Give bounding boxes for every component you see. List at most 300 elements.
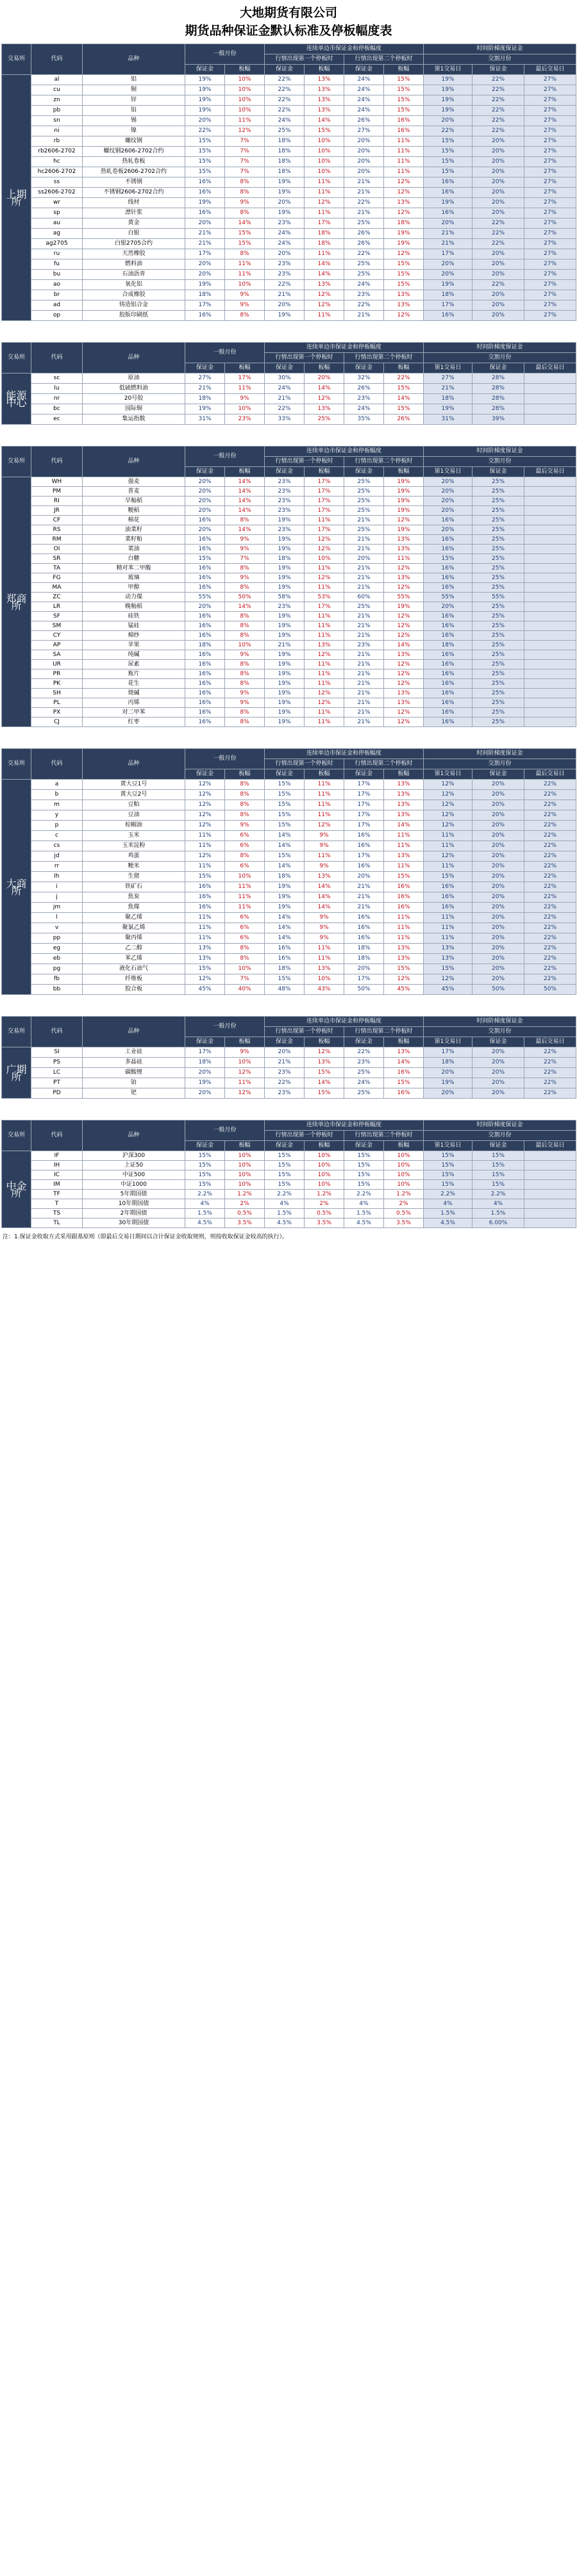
margin-cell: 15%	[185, 136, 225, 147]
l2-limit-cell: 11%	[384, 157, 424, 167]
l1-limit-cell: 18%	[305, 229, 344, 239]
table-row	[2, 1078, 576, 1088]
deliv-month-cell: 20%	[472, 136, 524, 147]
header-product: 品种	[83, 1017, 185, 1047]
margin-cell: 20%	[185, 602, 225, 612]
limit-cell: 8%	[225, 810, 265, 821]
header-limit: 板幅	[384, 1141, 424, 1151]
header-limit: 板幅	[225, 1037, 265, 1047]
last-day-cell: 27%	[524, 188, 576, 198]
last-day-cell	[524, 487, 576, 496]
code-cell: RM	[31, 535, 83, 545]
l2-margin-cell: 60%	[344, 593, 384, 602]
l2-margin-cell: 21%	[344, 612, 384, 621]
table-row	[2, 708, 576, 718]
header-row	[2, 749, 576, 759]
limit-cell: 0.5%	[225, 1209, 265, 1218]
l1-limit-cell: 11%	[305, 621, 344, 631]
deliv-margin-cell: 11%	[424, 933, 472, 944]
table-row	[2, 249, 576, 259]
l2-limit-cell: 11%	[384, 136, 424, 147]
l1-margin-cell: 19%	[265, 188, 305, 198]
limit-cell: 10%	[225, 1058, 265, 1068]
l2-margin-cell: 16%	[344, 841, 384, 851]
margin-cell: 18%	[185, 290, 225, 300]
margin-cell: 16%	[185, 188, 225, 198]
header-margin: 保证金	[265, 1037, 305, 1047]
code-cell: l	[31, 913, 83, 923]
deliv-month-cell: 22%	[472, 95, 524, 106]
l2-margin-cell: 24%	[344, 95, 384, 106]
deliv-month-cell: 22%	[472, 229, 524, 239]
limit-cell: 8%	[225, 631, 265, 641]
deliv-margin-cell: 12%	[424, 821, 472, 831]
code-cell: IH	[31, 1161, 83, 1170]
l2-margin-cell: 21%	[344, 573, 384, 583]
l1-limit-cell: 10%	[305, 1161, 344, 1170]
limit-cell: 14%	[225, 477, 265, 487]
l1-limit-cell: 11%	[305, 718, 344, 727]
limit-cell: 10%	[225, 872, 265, 882]
product-cell: 铁矿石	[83, 882, 185, 892]
l1-limit-cell: 17%	[305, 496, 344, 506]
deliv-month-cell: 25%	[472, 689, 524, 698]
product-cell: 硅铁	[83, 612, 185, 621]
code-cell: IC	[31, 1170, 83, 1180]
product-cell: 30年期国债	[83, 1218, 185, 1228]
header-limit: 板幅	[305, 769, 344, 780]
code-cell: PX	[31, 708, 83, 718]
last-day-cell	[524, 394, 576, 404]
code-cell: rb2606-2702	[31, 147, 83, 157]
l2-limit-cell: 22%	[384, 373, 424, 384]
l1-limit-cell: 13%	[305, 95, 344, 106]
exchange-name: 广期所	[2, 1047, 31, 1099]
product-cell: 铜	[83, 85, 185, 95]
l2-margin-cell: 24%	[344, 280, 384, 290]
section-spacer	[2, 727, 576, 749]
header-exchange: 交易所	[2, 749, 31, 780]
code-cell: SR	[31, 554, 83, 564]
product-cell: 原油	[83, 373, 185, 384]
limit-cell: 8%	[225, 564, 265, 573]
deliv-margin-cell: 16%	[424, 892, 472, 903]
product-cell: 油菜籽	[83, 525, 185, 535]
header-general-month: 一般月份	[185, 44, 265, 65]
l2-limit-cell: 12%	[384, 177, 424, 188]
limit-cell: 9%	[225, 573, 265, 583]
product-cell: 中证500	[83, 1170, 185, 1180]
table-row	[2, 516, 576, 525]
code-cell: bb	[31, 985, 83, 995]
last-day-cell: 22%	[524, 851, 576, 862]
deliv-month-cell: 20%	[472, 882, 524, 892]
l1-margin-cell: 14%	[265, 831, 305, 841]
limit-cell: 1.2%	[225, 1190, 265, 1199]
l1-limit-cell: 9%	[305, 831, 344, 841]
table-row	[2, 821, 576, 831]
l2-limit-cell: 26%	[384, 414, 424, 425]
margin-cell: 19%	[185, 198, 225, 208]
product-cell: 纯碱	[83, 650, 185, 660]
l2-limit-cell: 13%	[384, 954, 424, 964]
code-cell: jm	[31, 903, 83, 913]
code-cell: jd	[31, 851, 83, 862]
l2-margin-cell: 4.5%	[344, 1218, 384, 1228]
code-cell: au	[31, 218, 83, 229]
exchange-name: 郑商所	[2, 477, 31, 727]
deliv-month-cell: 25%	[472, 621, 524, 631]
header-consecutive-limit: 连续单边市保证金和停板幅度	[265, 749, 424, 759]
l1-limit-cell: 12%	[305, 573, 344, 583]
deliv-margin-cell: 15%	[424, 147, 472, 157]
l1-margin-cell: 19%	[265, 535, 305, 545]
deliv-month-cell: 25%	[472, 564, 524, 573]
table-row	[2, 903, 576, 913]
table-row	[2, 1088, 576, 1099]
l2-limit-cell: 19%	[384, 525, 424, 535]
table-row	[2, 650, 576, 660]
header-margin: 保证金	[265, 769, 305, 780]
header-limit1: 行情出现第一个停板时	[265, 457, 344, 467]
l1-limit-cell: 11%	[305, 954, 344, 964]
deliv-month-cell: 20%	[472, 188, 524, 198]
l2-margin-cell: 25%	[344, 270, 384, 280]
margin-cell: 16%	[185, 650, 225, 660]
code-cell: hc	[31, 157, 83, 167]
limit-cell: 10%	[225, 106, 265, 116]
l1-margin-cell: 20%	[265, 1047, 305, 1058]
limit-cell: 14%	[225, 506, 265, 516]
code-cell: bu	[31, 270, 83, 280]
l2-margin-cell: 21%	[344, 621, 384, 631]
last-day-cell: 22%	[524, 862, 576, 872]
code-cell: PD	[31, 1088, 83, 1099]
l1-limit-cell: 10%	[305, 136, 344, 147]
l2-margin-cell: 15%	[344, 1161, 384, 1170]
margin-cell: 12%	[185, 800, 225, 810]
l2-limit-cell: 13%	[384, 780, 424, 790]
product-cell: 精对苯二甲酸	[83, 564, 185, 573]
last-day-cell	[524, 1170, 576, 1180]
code-cell: IF	[31, 1151, 83, 1161]
margin-cell: 12%	[185, 790, 225, 800]
product-cell: 10年期国债	[83, 1199, 185, 1209]
code-cell: sn	[31, 116, 83, 126]
l2-limit-cell: 16%	[384, 1068, 424, 1078]
table-row	[2, 229, 576, 239]
margin-cell: 16%	[185, 882, 225, 892]
deliv-margin-cell: 12%	[424, 800, 472, 810]
l2-margin-cell: 21%	[344, 545, 384, 554]
l2-margin-cell: 17%	[344, 974, 384, 985]
deliv-month-cell: 20%	[472, 167, 524, 177]
l2-limit-cell: 1.2%	[384, 1190, 424, 1199]
l2-limit-cell: 15%	[384, 95, 424, 106]
l1-margin-cell: 23%	[265, 602, 305, 612]
l2-margin-cell: 20%	[344, 157, 384, 167]
l1-margin-cell: 14%	[265, 862, 305, 872]
margin-cell: 16%	[185, 679, 225, 689]
header-limit1: 行情出现第一个停板时	[265, 353, 344, 363]
l2-margin-cell: 24%	[344, 1078, 384, 1088]
last-day-cell	[524, 1161, 576, 1170]
header-margin: 保证金	[265, 1141, 305, 1151]
code-cell: lh	[31, 872, 83, 882]
l1-margin-cell: 4%	[265, 1199, 305, 1209]
l2-limit-cell: 12%	[384, 249, 424, 259]
l2-margin-cell: 25%	[344, 602, 384, 612]
deliv-margin-cell: 15%	[424, 554, 472, 564]
limit-cell: 10%	[225, 85, 265, 95]
l2-margin-cell: 16%	[344, 913, 384, 923]
margin-cell: 15%	[185, 554, 225, 564]
margin-cell: 21%	[185, 229, 225, 239]
l2-limit-cell: 12%	[384, 679, 424, 689]
l2-margin-cell: 25%	[344, 218, 384, 229]
last-day-cell: 22%	[524, 882, 576, 892]
header-margin: 保证金	[472, 1141, 524, 1151]
deliv-month-cell: 20%	[472, 913, 524, 923]
l2-limit-cell: 12%	[384, 708, 424, 718]
header-product: 品种	[83, 447, 185, 477]
table-row	[2, 75, 576, 85]
deliv-month-cell: 28%	[472, 404, 524, 414]
last-day-cell	[524, 1151, 576, 1161]
l1-limit-cell: 11%	[305, 516, 344, 525]
l2-margin-cell: 32%	[344, 373, 384, 384]
header-margin: 保证金	[265, 65, 305, 75]
code-cell: nr	[31, 394, 83, 404]
table-row	[2, 564, 576, 573]
table-row	[2, 841, 576, 851]
l1-margin-cell: 4.5%	[265, 1218, 305, 1228]
code-cell: SM	[31, 621, 83, 631]
header-last_day: 最后交易日	[524, 363, 576, 373]
deliv-month-cell: 25%	[472, 477, 524, 487]
deliv-margin-cell: 15%	[424, 1180, 472, 1190]
l1-limit-cell: 9%	[305, 841, 344, 851]
l1-margin-cell: 19%	[265, 660, 305, 669]
code-cell: ni	[31, 126, 83, 136]
l1-margin-cell: 19%	[265, 545, 305, 554]
table-row	[2, 147, 576, 157]
product-cell: 白银	[83, 229, 185, 239]
header-delivery: 时间阶梯度保证金	[424, 749, 576, 759]
header-limit1: 行情出现第一个停板时	[265, 1027, 344, 1037]
header-limit: 板幅	[225, 363, 265, 373]
table-row	[2, 535, 576, 545]
product-cell: 纤维板	[83, 974, 185, 985]
table-row	[2, 612, 576, 621]
code-cell: rr	[31, 862, 83, 872]
deliv-month-cell: 25%	[472, 525, 524, 535]
deliv-margin-cell: 20%	[424, 116, 472, 126]
l1-margin-cell: 18%	[265, 964, 305, 974]
limit-cell: 14%	[225, 525, 265, 535]
deliv-month-cell: 25%	[472, 650, 524, 660]
code-cell: ZC	[31, 593, 83, 602]
margin-cell: 31%	[185, 414, 225, 425]
l2-margin-cell: 26%	[344, 229, 384, 239]
code-cell: ec	[31, 414, 83, 425]
l1-limit-cell: 10%	[305, 157, 344, 167]
margin-cell: 15%	[185, 1151, 225, 1161]
code-cell: wr	[31, 198, 83, 208]
l2-margin-cell: 21%	[344, 535, 384, 545]
table-row	[2, 506, 576, 516]
l2-margin-cell: 21%	[344, 311, 384, 321]
last-day-cell	[524, 554, 576, 564]
header-last_day: 最后交易日	[524, 65, 576, 75]
limit-cell: 9%	[225, 535, 265, 545]
margin-cell: 16%	[185, 612, 225, 621]
code-cell: pb	[31, 106, 83, 116]
table-row	[2, 1180, 576, 1190]
header-margin: 保证金	[185, 467, 225, 477]
header-limit: 板幅	[225, 1141, 265, 1151]
exchange-name: 中金所	[2, 1151, 31, 1228]
l2-limit-cell: 12%	[384, 311, 424, 321]
header-general-month: 一般月份	[185, 1017, 265, 1037]
margin-cell: 16%	[185, 535, 225, 545]
table-row	[2, 621, 576, 631]
product-cell: 多晶硅	[83, 1058, 185, 1068]
margin-cell: 19%	[185, 1078, 225, 1088]
table-row	[2, 208, 576, 218]
deliv-month-cell: 20%	[472, 147, 524, 157]
table-row	[2, 1151, 576, 1161]
limit-cell: 9%	[225, 290, 265, 300]
l2-margin-cell: 22%	[344, 300, 384, 311]
l2-margin-cell: 21%	[344, 564, 384, 573]
header-exchange: 交易所	[2, 1120, 31, 1151]
deliv-month-cell: 55%	[472, 593, 524, 602]
last-day-cell: 27%	[524, 85, 576, 95]
limit-cell: 7%	[225, 554, 265, 564]
deliv-month-cell: 20%	[472, 1078, 524, 1088]
l2-limit-cell: 11%	[384, 913, 424, 923]
product-cell: 尿素	[83, 660, 185, 669]
l1-margin-cell: 21%	[265, 1058, 305, 1068]
section-spacer	[2, 425, 576, 447]
last-day-cell	[524, 650, 576, 660]
limit-cell: 15%	[225, 229, 265, 239]
l2-margin-cell: 24%	[344, 75, 384, 85]
deliv-margin-cell: 16%	[424, 882, 472, 892]
last-day-cell: 22%	[524, 944, 576, 954]
header-margin: 保证金	[344, 65, 384, 75]
l1-margin-cell: 18%	[265, 147, 305, 157]
table-row	[2, 290, 576, 300]
l1-limit-cell: 17%	[305, 525, 344, 535]
l1-limit-cell: 1.2%	[305, 1190, 344, 1199]
deliv-month-cell: 20%	[472, 249, 524, 259]
l2-limit-cell: 13%	[384, 198, 424, 208]
last-day-cell: 27%	[524, 136, 576, 147]
l2-limit-cell: 11%	[384, 554, 424, 564]
l2-margin-cell: 21%	[344, 177, 384, 188]
deliv-month-cell: 28%	[472, 394, 524, 404]
deliv-month-cell: 22%	[472, 218, 524, 229]
margin-cell: 15%	[185, 872, 225, 882]
margin-cell: 11%	[185, 841, 225, 851]
l1-margin-cell: 19%	[265, 650, 305, 660]
section-spacer	[2, 321, 576, 343]
last-day-cell	[524, 477, 576, 487]
l1-limit-cell: 13%	[305, 1058, 344, 1068]
header-margin: 保证金	[344, 467, 384, 477]
l1-margin-cell: 1.5%	[265, 1209, 305, 1218]
l1-margin-cell: 2.2%	[265, 1190, 305, 1199]
limit-cell: 10%	[225, 1180, 265, 1190]
deliv-margin-cell: 20%	[424, 1068, 472, 1078]
table-row	[2, 718, 576, 727]
product-cell: 鸡蛋	[83, 851, 185, 862]
header-code: 代码	[31, 44, 83, 75]
deliv-month-cell: 25%	[472, 612, 524, 621]
limit-cell: 8%	[225, 612, 265, 621]
margin-cell: 20%	[185, 1068, 225, 1078]
margin-cell: 15%	[185, 167, 225, 177]
deliv-month-cell: 15%	[472, 1151, 524, 1161]
l2-margin-cell: 26%	[344, 116, 384, 126]
margin-cell: 16%	[185, 660, 225, 669]
l1-limit-cell: 11%	[305, 249, 344, 259]
last-day-cell: 22%	[524, 954, 576, 964]
limit-cell: 8%	[225, 780, 265, 790]
l1-margin-cell: 21%	[265, 641, 305, 650]
margin-cell: 20%	[185, 116, 225, 126]
l2-limit-cell: 13%	[384, 573, 424, 583]
header-margin: 保证金	[265, 467, 305, 477]
limit-cell: 10%	[225, 1151, 265, 1161]
l2-limit-cell: 12%	[384, 621, 424, 631]
deliv-margin-cell: 20%	[424, 477, 472, 487]
limit-cell: 11%	[225, 1078, 265, 1088]
last-day-cell	[524, 689, 576, 698]
limit-cell: 6%	[225, 933, 265, 944]
l2-margin-cell: 25%	[344, 1088, 384, 1099]
deliv-margin-cell: 18%	[424, 394, 472, 404]
deliv-margin-cell: 19%	[424, 95, 472, 106]
last-day-cell: 22%	[524, 1047, 576, 1058]
margin-cell: 12%	[185, 810, 225, 821]
table-row	[2, 177, 576, 188]
product-cell: 上证50	[83, 1161, 185, 1170]
l2-margin-cell: 21%	[344, 631, 384, 641]
l1-limit-cell: 12%	[305, 698, 344, 708]
l1-limit-cell: 11%	[305, 679, 344, 689]
header-margin: 保证金	[472, 769, 524, 780]
l2-limit-cell: 14%	[384, 1058, 424, 1068]
deliv-margin-cell: 12%	[424, 974, 472, 985]
table-row	[2, 545, 576, 554]
l2-margin-cell: 16%	[344, 933, 384, 944]
product-cell: 对二甲苯	[83, 708, 185, 718]
table-row	[2, 669, 576, 679]
deliv-month-cell: 20%	[472, 1058, 524, 1068]
l2-limit-cell: 13%	[384, 300, 424, 311]
table-row	[2, 1058, 576, 1068]
l1-margin-cell: 19%	[265, 892, 305, 903]
deliv-margin-cell: 12%	[424, 810, 472, 821]
header-limit1: 行情出现第一个停板时	[265, 1131, 344, 1141]
l2-limit-cell: 16%	[384, 903, 424, 913]
header-row	[2, 447, 576, 457]
table-row	[2, 384, 576, 394]
header-last_day: 最后交易日	[524, 1141, 576, 1151]
